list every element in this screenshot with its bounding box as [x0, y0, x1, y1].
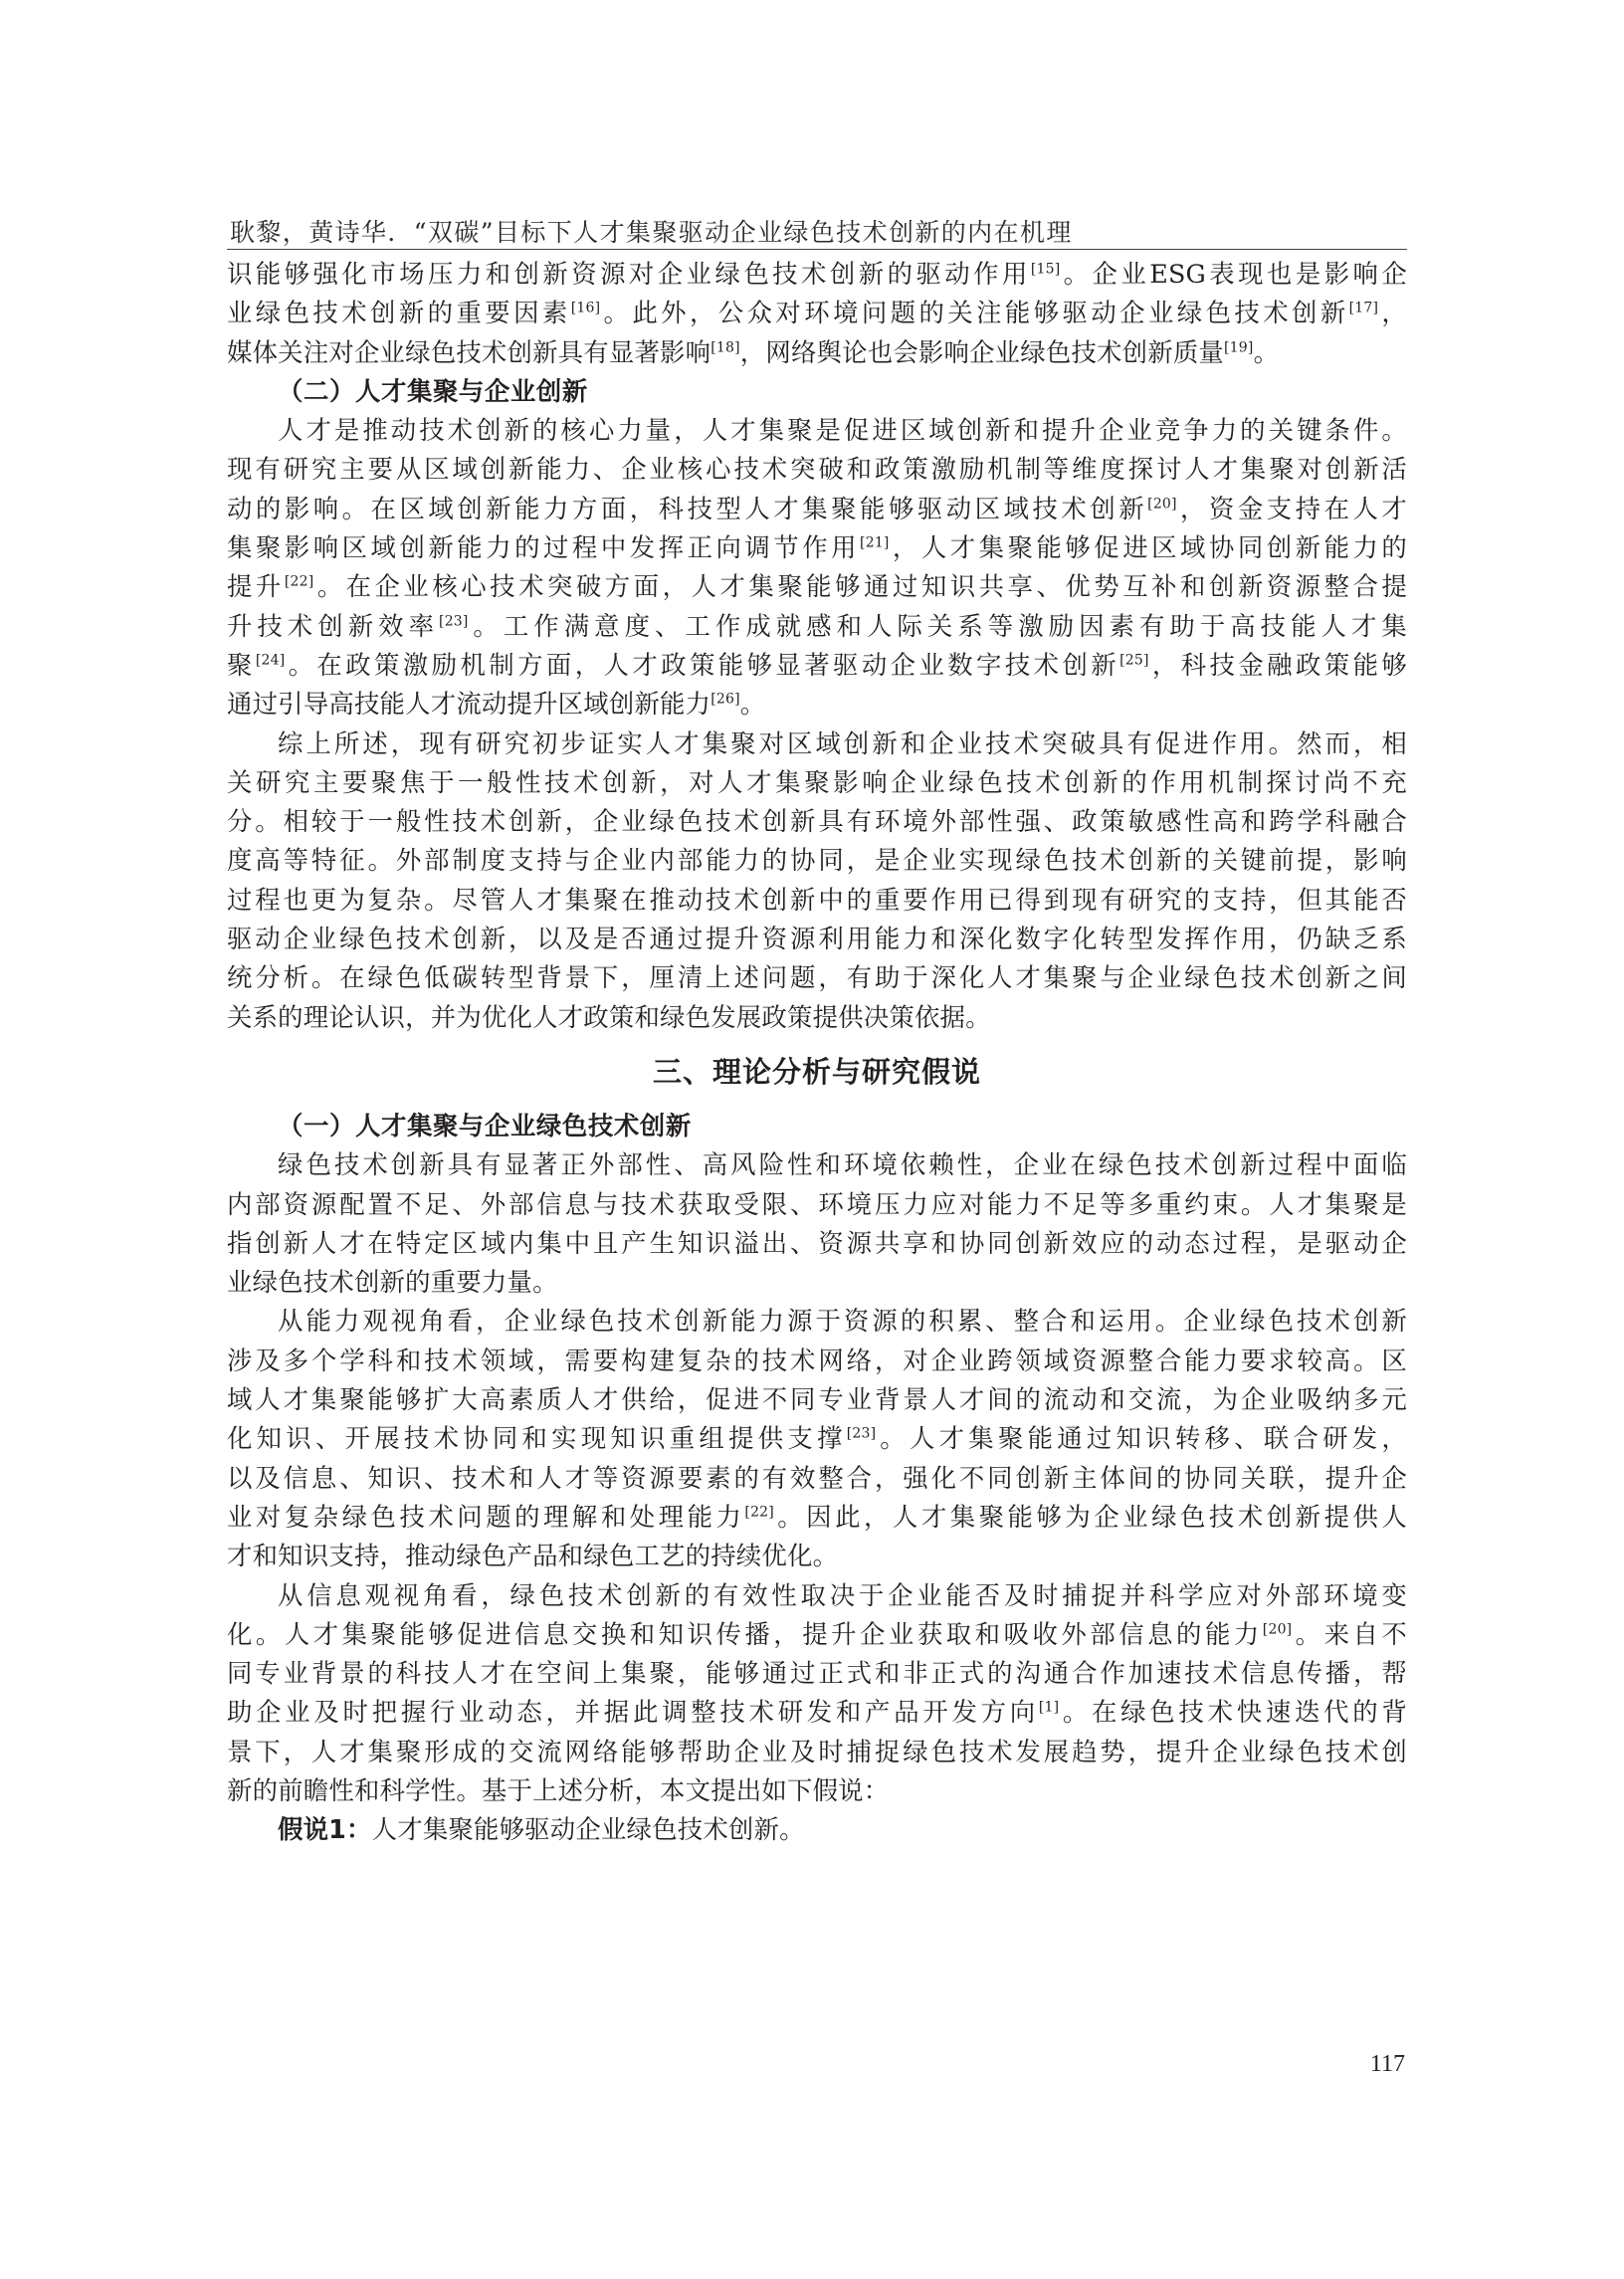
text-run: ，科技金融政策能够: [1148, 649, 1407, 680]
text-line: [227, 567, 1407, 606]
paragraph: [227, 1576, 1407, 1811]
text-line: [227, 1459, 1407, 1498]
text-line: [227, 1380, 1407, 1419]
text-run: 。: [739, 689, 766, 720]
citation-ref: [20]: [1147, 496, 1177, 513]
text-run: 化知识、开展技术协同和实现知识重组提供支撑: [227, 1423, 847, 1454]
text-line: [227, 958, 1407, 997]
text-run: 。企业ESG表现也是影响企: [1060, 259, 1407, 289]
text-line: [227, 685, 1407, 724]
text-line: [227, 490, 1407, 528]
text-run: 人才是推动技术创新的核心力量，人才集聚是促进区域创新和提升企业竞争力的关键条件。: [278, 415, 1407, 446]
body-text: [227, 255, 1407, 1850]
text-run: 综上所述，现有研究初步证实人才集聚对区域创新和企业技术突破具有促进作用。然而，相: [278, 727, 1407, 758]
text-line: [227, 607, 1407, 646]
citation-ref: [22]: [744, 1504, 774, 1521]
page-number: 117: [1369, 2051, 1405, 2077]
text-line: [227, 646, 1407, 685]
text-line: [227, 1498, 1407, 1537]
text-run: 通过引导高技能人才流动提升区域创新能力: [227, 689, 711, 720]
text-line: [227, 333, 1407, 372]
paragraph: [227, 725, 1407, 1037]
citation-ref: [20]: [1262, 1621, 1293, 1638]
text-line: [227, 450, 1407, 489]
text-line: [227, 1733, 1407, 1771]
section-heading-3: 三、理论分析与研究假说: [652, 1054, 981, 1089]
citation-ref: [21]: [860, 534, 890, 551]
text-run: 识能够强化市场压力和创新资源对企业绿色技术创新的驱动作用: [227, 259, 1031, 289]
hypothesis-1: [227, 1810, 1407, 1849]
text-line: [227, 1615, 1407, 1654]
text-line: [227, 998, 1407, 1037]
text-run: ，: [1378, 298, 1407, 328]
citation-ref: [19]: [1224, 339, 1254, 356]
text-run: 提升: [227, 571, 285, 602]
hypothesis-label: 假说1：: [278, 1814, 372, 1845]
citation-ref: [15]: [1030, 261, 1061, 278]
text-run: 驱动企业绿色技术创新，以及是否通过提升资源利用能力和深化数字化转型发挥作用，仍缺乏系: [227, 924, 1407, 954]
text-run: 聚: [227, 649, 256, 680]
text-run: 从信息观视角看，绿色技术创新的有效性取决于企业能否及时捕捉并科学应对外部环境变: [278, 1579, 1407, 1610]
text-line: [227, 294, 1407, 332]
citation-ref: [26]: [710, 691, 740, 708]
text-line: [227, 1145, 1407, 1184]
text-line: [227, 802, 1407, 841]
text-run: 助企业及时把握行业动态，并据此调整技术研发和产品开发方向: [227, 1697, 1039, 1728]
text-run: 度高等特征。外部制度支持与企业内部能力的协同，是企业实现绿色技术创新的关键前提，影响: [227, 845, 1407, 876]
text-run: 同专业背景的科技人才在空间上集聚，能够通过正式和非正式的沟通合作加速技术信息传播，帮: [227, 1658, 1407, 1689]
text-line: [227, 841, 1407, 880]
text-line: [227, 1224, 1407, 1263]
text-line: [227, 1185, 1407, 1224]
text-line: [227, 1537, 1407, 1575]
text-run: 域人才集聚能够扩大高素质人才供给，促进不同专业背景人才间的流动和交流，为企业吸纳多元: [227, 1384, 1407, 1415]
citation-ref: [25]: [1119, 652, 1149, 669]
text-line: [227, 763, 1407, 802]
citation-ref: [23]: [439, 613, 469, 630]
text-run: 业绿色技术创新的重要力量。: [227, 1267, 558, 1298]
text-line: [227, 1771, 1407, 1810]
text-run: 。此外，公众对环境问题的关注能够驱动企业绿色技术创新: [600, 298, 1349, 328]
text-run: 。人才集聚能通过知识转移、联合研发，: [876, 1423, 1407, 1454]
text-run: 。在政策激励机制方面，人才政策能够显著驱动企业数字技术创新: [285, 649, 1120, 680]
citation-ref: [17]: [1348, 300, 1379, 316]
text-line: [227, 1419, 1407, 1458]
paragraph: [227, 1302, 1407, 1575]
text-line: [227, 528, 1407, 567]
text-run: 业对复杂绿色技术问题的理解和处理能力: [227, 1501, 745, 1532]
text-run: 过程也更为复杂。尽管人才集聚在推动技术创新中的重要作用已得到现有研究的支持，但其能否: [227, 884, 1407, 915]
text-run: ，人才集聚能够促进区域协同创新能力的: [889, 532, 1407, 563]
text-line: [227, 1263, 1407, 1302]
text-run: 涉及多个学科和技术领域，需要构建复杂的技术网络，对企业跨领域资源整合能力要求较高。区: [227, 1345, 1407, 1375]
citation-ref: [23]: [846, 1425, 877, 1442]
text-run: ，网络舆论也会影响企业绿色技术创新质量: [739, 336, 1225, 367]
text-line: [227, 1302, 1407, 1341]
text-line: [227, 411, 1407, 450]
text-run: 关系的理论认识，并为优化人才政策和绿色发展政策提供决策依据。: [227, 1001, 991, 1032]
text-line: [227, 920, 1407, 958]
text-run: 指创新人才在特定区域内集中且产生知识溢出、资源共享和协同创新效应的动态过程，是驱动企: [227, 1227, 1407, 1258]
text-run: 。因此，人才集聚能够为企业绿色技术创新提供人: [773, 1501, 1407, 1532]
text-run: 以及信息、知识、技术和人才等资源要素的有效整合，强化不同创新主体间的协同关联，提升企: [227, 1462, 1407, 1493]
text-run: 升技术创新效率: [227, 610, 440, 641]
text-line: [227, 725, 1407, 763]
text-run: 绿色技术创新具有显著正外部性、高风险性和环境依赖性，企业在绿色技术创新过程中面临: [278, 1149, 1407, 1180]
text-run: 媒体关注对企业绿色技术创新具有显著影响: [227, 336, 711, 367]
text-run: 从能力观视角看，企业绿色技术创新能力源于资源的积累、整合和运用。企业绿色技术创新: [278, 1306, 1407, 1337]
text-run: 。: [1253, 336, 1280, 367]
text-run: 关研究主要聚焦于一般性技术创新，对人才集聚影响企业绿色技术创新的作用机制探讨尚不充: [227, 766, 1407, 797]
text-run: 。来自不: [1292, 1618, 1407, 1649]
text-line: [227, 255, 1407, 294]
citation-ref: [18]: [710, 339, 740, 356]
text-run: 动的影响。在区域创新能力方面，科技型人才集聚能够驱动区域技术创新: [227, 493, 1148, 523]
text-run: 统分析。在绿色低碳转型背景下，厘清上述问题，有助于深化人才集聚与企业绿色技术创新之间: [227, 962, 1407, 993]
text-line: [227, 1654, 1407, 1693]
text-line: [227, 881, 1407, 920]
text-run: 景下，人才集聚形成的交流网络能够帮助企业及时捕捉绿色技术发展趋势，提升企业绿色技术创: [227, 1736, 1407, 1766]
subsection-heading-3-1: （一）人才集聚与企业绿色技术创新: [278, 1110, 692, 1140]
subsection-heading-2: （二）人才集聚与企业创新: [278, 375, 588, 406]
running-head: 耿黎，黄诗华．“双碳”目标下人才集聚驱动企业绿色技术创新的内在机理: [230, 218, 1073, 247]
citation-ref: [24]: [255, 652, 286, 669]
text-run: 分。相较于一般性技术创新，企业绿色技术创新具有环境外部性强、政策敏感性高和跨学科融合: [227, 806, 1407, 837]
text-run: ，资金支持在人才: [1176, 493, 1407, 523]
header-rule: [227, 249, 1407, 250]
text-run: 。工作满意度、工作成就感和人际关系等激励因素有助于高技能人才集: [468, 610, 1407, 641]
text-line: [227, 1342, 1407, 1380]
text-run: 化。人才集聚能够促进信息交换和知识传播，提升企业获取和吸收外部信息的能力: [227, 1618, 1263, 1649]
text-run: 现有研究主要从区域创新能力、企业核心技术突破和政策激励机制等维度探讨人才集聚对创新活: [227, 454, 1407, 485]
text-line: [227, 1693, 1407, 1732]
text-run: 。在绿色技术快速迭代的背: [1059, 1697, 1407, 1728]
text-run: 。在企业核心技术突破方面，人才集聚能够通过知识共享、优势互补和创新资源整合提: [313, 571, 1407, 602]
citation-ref: [1]: [1038, 1699, 1060, 1716]
text-run: 业绿色技术创新的重要因素: [227, 298, 571, 328]
citation-ref: [16]: [570, 300, 601, 316]
paragraph: [227, 1145, 1407, 1302]
paragraph: [227, 411, 1407, 724]
paragraph-continued: [227, 255, 1407, 372]
text-run: 才和知识支持，推动绿色产品和绿色工艺的持续优化。: [227, 1541, 839, 1571]
text-line: [227, 1576, 1407, 1615]
hypothesis-text: 人才集聚能够驱动企业绿色技术创新。: [371, 1814, 805, 1845]
citation-ref: [22]: [284, 573, 314, 590]
text-run: 集聚影响区域创新能力的过程中发挥正向调节作用: [227, 532, 861, 563]
text-run: 内部资源配置不足、外部信息与技术获取受限、环境压力应对能力不足等多重约束。人才集聚是: [227, 1188, 1407, 1219]
text-run: 新的前瞻性和科学性。基于上述分析，本文提出如下假说：: [227, 1774, 890, 1805]
